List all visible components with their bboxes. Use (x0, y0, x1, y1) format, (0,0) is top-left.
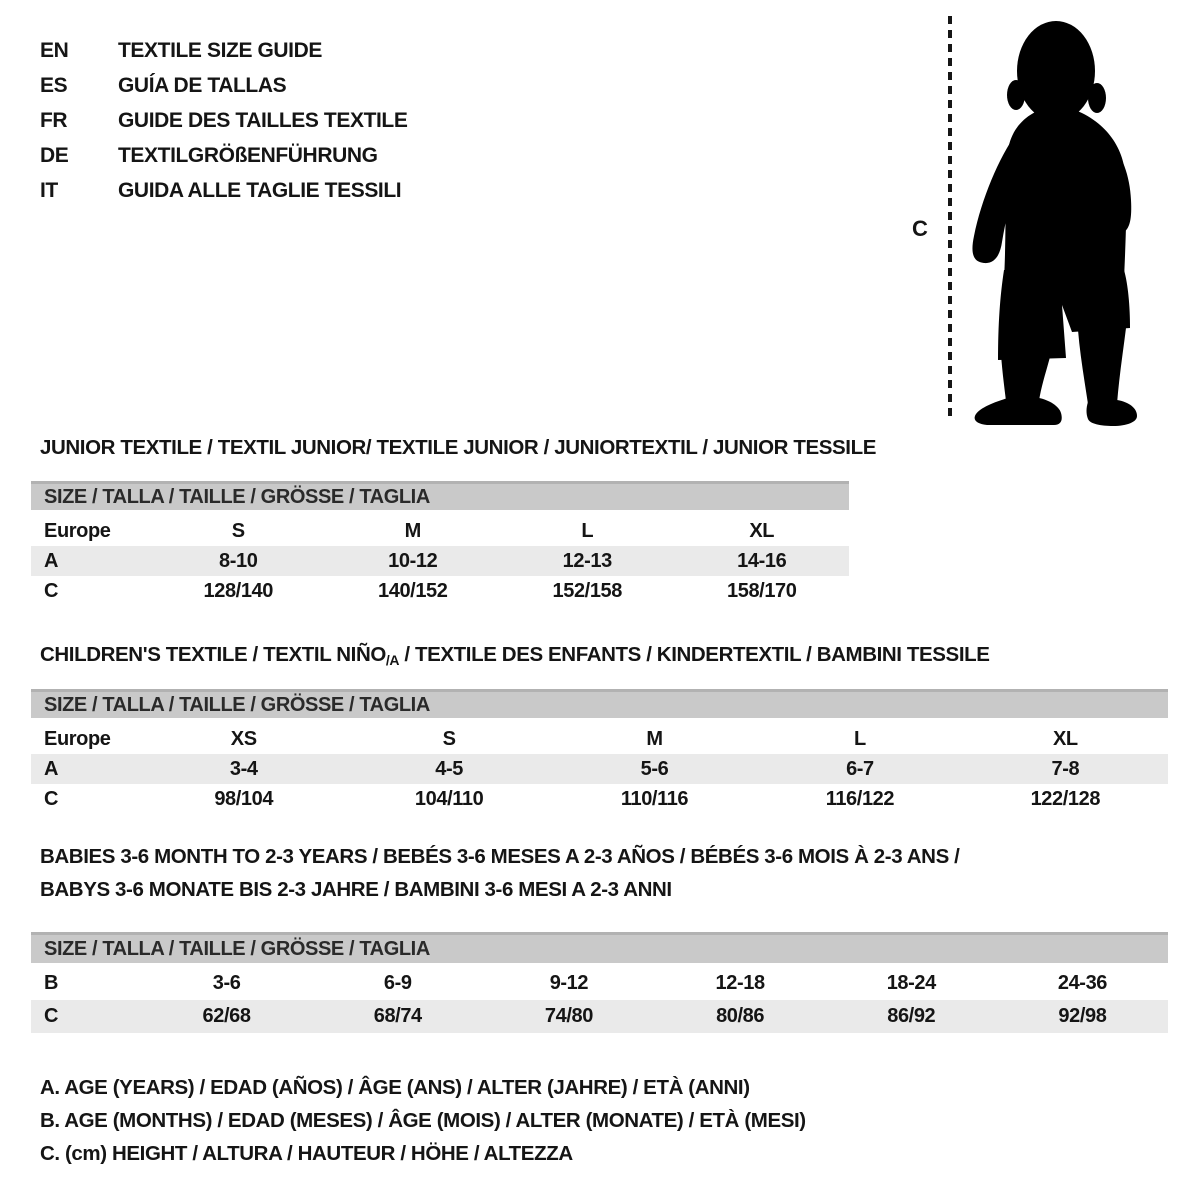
language-code: FR (40, 108, 68, 132)
table-cell: 68/74 (373, 1005, 422, 1027)
table-row (31, 1000, 1168, 1033)
table-cell: 128/140 (203, 579, 273, 602)
section-title-children-post: / TEXTILE DES ENFANTS / KINDERTEXTIL / BAMBINI TESSILE (399, 643, 990, 666)
guide-title-es: GUÍA DE TALLAS (118, 73, 287, 97)
table-cell: 152/158 (552, 579, 622, 602)
table-cell: XL (749, 519, 775, 542)
height-measure-dashed-line (948, 16, 952, 416)
table-cell: 5-6 (640, 757, 669, 780)
babies-size-table (31, 932, 1168, 1033)
table-cell: 9-12 (549, 972, 589, 994)
table-row (31, 546, 849, 576)
row-label: C (44, 1005, 59, 1027)
table-cell: 12-13 (562, 549, 612, 572)
language-row-es (40, 68, 407, 103)
table-cell: L (854, 727, 866, 750)
table-cell: 8-10 (219, 549, 258, 572)
language-code: ES (40, 73, 68, 97)
size-table-header-bar: SIZE / TALLA / TAILLE / GRÖSSE / TAGLIA (31, 932, 1168, 963)
row-label: C (44, 579, 59, 602)
table-row (31, 516, 849, 546)
measurement-legend (40, 1071, 806, 1170)
table-cell: 4-5 (435, 757, 463, 780)
language-code: DE (40, 143, 69, 167)
table-cell: 86/92 (887, 1005, 936, 1027)
row-label: C (44, 787, 59, 810)
size-table-header-bar: SIZE / TALLA / TAILLE / GRÖSSE / TAGLIA (31, 481, 849, 510)
section-title-babies (40, 840, 959, 906)
baby-toddler-silhouette-icon (960, 10, 1200, 430)
table-cell: 98/104 (214, 787, 274, 810)
table-row (31, 724, 1168, 754)
section-title-babies-line-2: BABYS 3-6 MONATE BIS 2-3 JAHRE / BAMBINI 3-6 MESI A 2-3 ANNI (40, 878, 672, 901)
table-row (31, 754, 1168, 784)
guide-title-it: GUIDA ALLE TAGLIE TESSILI (118, 178, 402, 202)
guide-title-de: TEXTILGRÖßENFÜHRUNG (118, 143, 378, 167)
footnote-height-cm: C. (cm) HEIGHT / ALTURA / HAUTEUR / HÖHE / ALTEZZA (40, 1142, 573, 1165)
language-code: EN (40, 38, 69, 62)
table-row (31, 576, 849, 606)
table-cell: 140/152 (378, 579, 448, 602)
children-size-table (31, 689, 1168, 814)
table-cell: 158/170 (727, 579, 797, 602)
table-cell: 62/68 (202, 1005, 251, 1027)
row-label: A (44, 757, 59, 780)
table-cell: 80/86 (716, 1005, 765, 1027)
junior-size-table (31, 481, 849, 606)
table-cell: XL (1052, 727, 1078, 750)
row-label: Europe (44, 519, 111, 542)
table-cell: 110/116 (620, 787, 689, 810)
guide-title-en: TEXTILE SIZE GUIDE (118, 38, 322, 62)
table-cell: 7-8 (1051, 757, 1080, 780)
table-cell: M (646, 727, 663, 750)
table-row (31, 967, 1168, 1000)
language-row-fr (40, 103, 407, 138)
language-row-de (40, 138, 407, 173)
table-cell: 6-9 (383, 972, 412, 994)
language-row-it (40, 173, 407, 208)
table-cell: 116/122 (825, 787, 895, 810)
section-title-junior: JUNIOR TEXTILE / TEXTIL JUNIOR/ TEXTILE JUNIOR / JUNIORTEXTIL / JUNIOR TESSILE (40, 436, 876, 459)
language-code: IT (40, 178, 58, 202)
footnote-age-years: A. AGE (YEARS) / EDAD (AÑOS) / ÂGE (ANS) / ALTER (JAHRE) / ETÀ (ANNI) (40, 1076, 750, 1099)
table-cell: S (231, 519, 245, 542)
table-cell: 24-36 (1057, 972, 1108, 994)
table-row (31, 784, 1168, 814)
section-title-children-sub: /A (385, 652, 400, 668)
table-cell: L (581, 519, 594, 542)
table-cell: 6-7 (846, 757, 874, 780)
language-title-list (40, 33, 407, 208)
section-title-children-pre: CHILDREN'S TEXTILE / TEXTIL NIÑO (40, 643, 386, 666)
table-cell: 10-12 (388, 549, 438, 572)
row-label: Europe (44, 727, 111, 750)
table-cell: 122/128 (1030, 787, 1101, 810)
table-cell: 18-24 (886, 972, 936, 994)
size-table-header-bar: SIZE / TALLA / TAILLE / GRÖSSE / TAGLIA (31, 689, 1168, 718)
table-cell: M (404, 519, 421, 542)
table-cell: 12-18 (715, 972, 765, 994)
table-cell: XS (230, 727, 257, 750)
section-title-children (40, 643, 990, 668)
footnote-age-months: B. AGE (MONTHS) / EDAD (MESES) / ÂGE (MOIS) / ALTER (MONATE) / ETÀ (MESI) (40, 1109, 806, 1132)
table-cell: 92/98 (1058, 1005, 1107, 1027)
guide-title-fr: GUIDE DES TAILLES TEXTILE (118, 108, 408, 132)
row-label: A (44, 549, 59, 572)
table-cell: 74/80 (544, 1005, 593, 1027)
table-cell: 3-4 (229, 757, 258, 780)
language-row-en (40, 33, 407, 68)
table-cell: 3-6 (212, 972, 241, 994)
row-label: B (44, 972, 59, 994)
table-cell: S (442, 727, 456, 750)
table-cell: 14-16 (737, 549, 787, 572)
height-measure-label: C (912, 216, 928, 241)
table-cell: 104/110 (414, 787, 484, 810)
section-title-babies-line-1: BABIES 3-6 MONTH TO 2-3 YEARS / BEBÉS 3-6 MESES A 2-3 AÑOS / BÉBÉS 3-6 MOIS À 2-3 ANS / (40, 845, 960, 868)
